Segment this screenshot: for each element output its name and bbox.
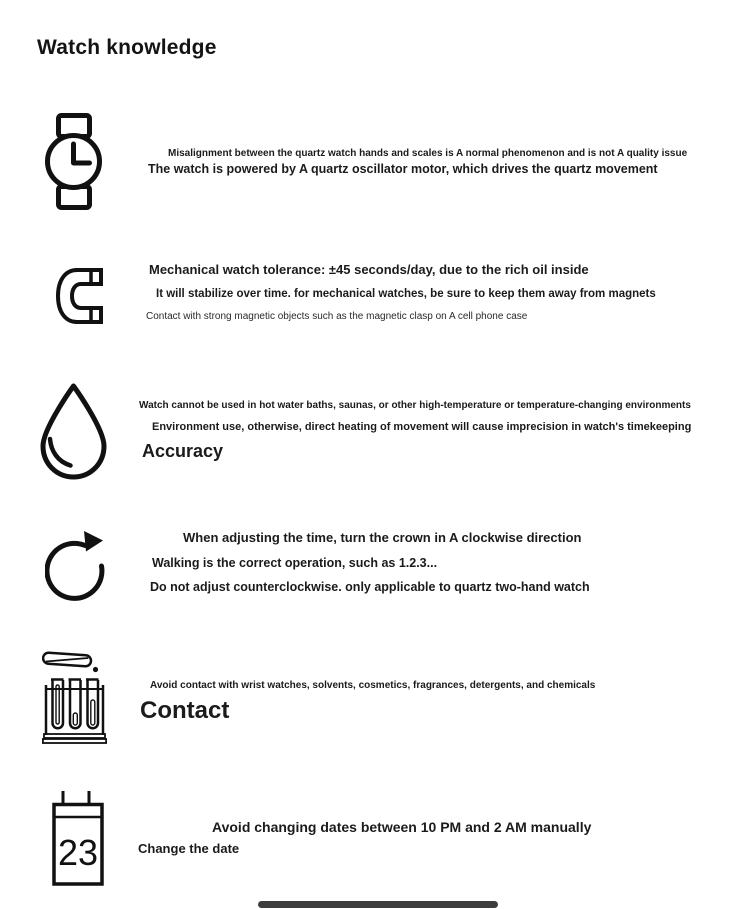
page-title: Watch knowledge (37, 36, 217, 59)
magnet-tolerance-line: Mechanical watch tolerance: ±45 seconds/day, due to the rich oil inside (149, 262, 589, 277)
calendar-icon (52, 789, 104, 886)
change-date-heading: Change the date (138, 841, 240, 856)
magnet-icon (55, 267, 103, 325)
magnet-stabilize-line: It will stabilize over time. for mechanical watches, be sure to keep them away from magnets (156, 288, 656, 300)
date-warning-line: Avoid changing dates between 10 PM and 2 AM manually (212, 819, 592, 835)
chemicals-warning-line: Avoid contact with wrist watches, solvents, cosmetics, fragrances, detergents, and chemicals (150, 680, 596, 691)
heat-effect-line: Environment use, otherwise, direct heating of movement will cause imprecision in watch's timekeeping (152, 421, 692, 433)
quartz-main-line: The watch is powered by A quartz oscillator motor, which drives the quartz movement (148, 162, 658, 176)
water-drop-icon (40, 383, 107, 480)
home-indicator-bar (258, 901, 498, 908)
walking-line: Walking is the correct operation, such as 1.2.3... (152, 556, 438, 570)
heat-warning-line: Watch cannot be used in hot water baths, saunas, or other high-temperature or temperature-changing environments (139, 400, 691, 411)
calendar-day-text: 23 (57, 832, 99, 873)
accuracy-heading: Accuracy (142, 441, 224, 461)
clockwise-arrow-icon (45, 527, 110, 604)
counterclockwise-line: Do not adjust counterclockwise. only applicable to quartz two-hand watch (150, 580, 590, 594)
contact-heading: Contact (140, 697, 230, 724)
quartz-note-line: Misalignment between the quartz watch hands and scales is A normal phenomenon and is not A quality issue (168, 148, 688, 159)
test-tubes-icon (42, 651, 107, 744)
magnet-contact-line: Contact with strong magnetic objects such as the magnetic clasp on A cell phone case (146, 311, 528, 322)
wrist-watch-icon (45, 113, 103, 210)
clockwise-line: When adjusting the time, turn the crown in A clockwise direction (183, 530, 582, 545)
